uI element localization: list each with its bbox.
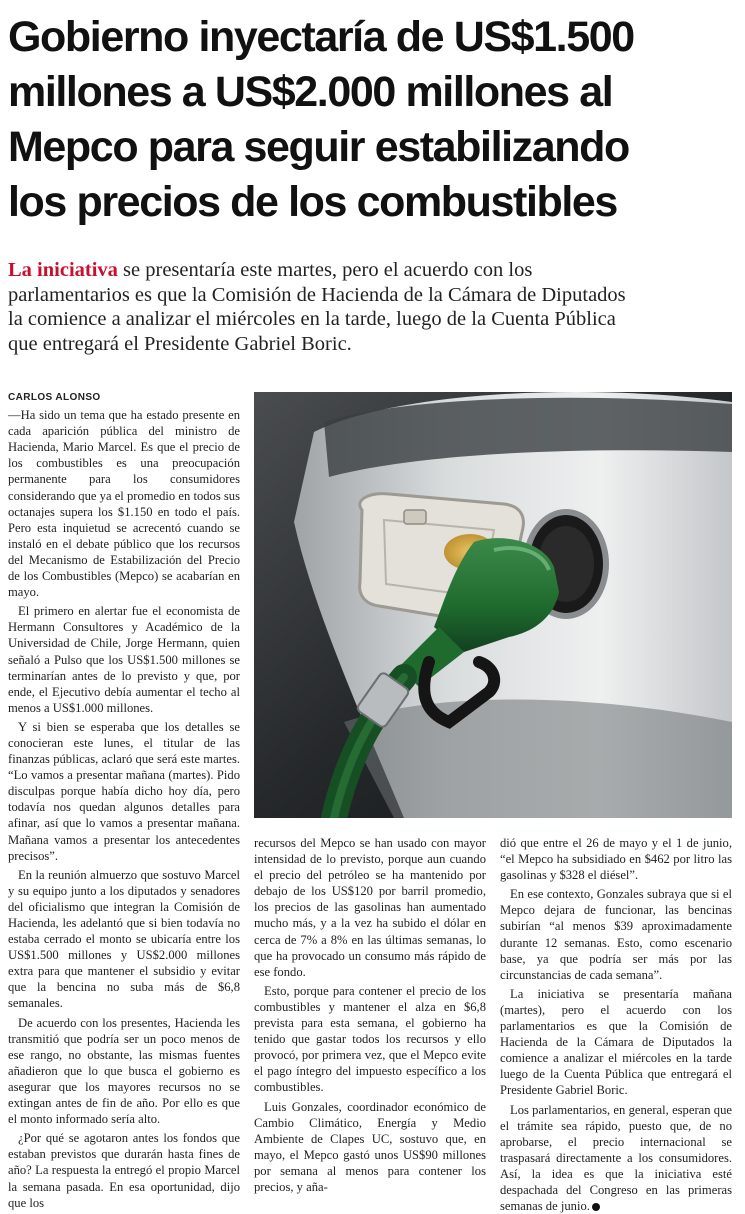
body-paragraph: ¿Por qué se agotaron antes los fondos que estaban previstos que durarán hasta fines de año? La respuesta la entregó el propio Marcel la semana pasada. En esa oportunidad, dijo que los bbox=[8, 1130, 240, 1210]
body-paragraph: Esto, porque para contener el precio de los combustibles y mantener el alza en $6,8 prevista para esta semana, el gobierno ha tenido que gastar todos los recursos y ello provocó, por primera vez, que el Mepco evite el pago íntegro del impuesto específico a los combustibles. bbox=[254, 983, 486, 1096]
byline: CARLOS ALONSO bbox=[8, 390, 240, 406]
body-paragraph: En la reunión almuerzo que sostuvo Marcel y su equipo junto a los diputados y senadores del oficialismo que integran la Comisión de Hacienda, les adelantó que si bien todavía no estaba cerrado el monto se ubicaría entre los US$1.500 millones y US$2.000 millones extra para que mantener el subsidio y evitar que la bencina no suba más de $6,8 semanales. bbox=[8, 867, 240, 1012]
article-column-3 bbox=[500, 835, 732, 1214]
body-paragraph: De acuerdo con los presentes, Hacienda les transmitió que podría ser un poco menos de ese rango, no obstante, las mismas fuentes añadieron que lo que busca el gobierno es asegurar que los mayores recursos no se extingan antes de fin de año. Por ello es que el monto informado sería alto. bbox=[8, 1015, 240, 1128]
headline-line: Mepco para seguir estabilizando bbox=[8, 120, 738, 175]
body-paragraph bbox=[500, 1102, 732, 1214]
body-paragraph: La iniciativa se presentaría mañana (martes), pero el acuerdo con los parlamentarios es que la Comisión de Hacienda de la Cámara de Diputados la comience a analizar el miércoles en la tarde luego de la Cuenta Pública que entregará el Presidente Gabriel Boric. bbox=[500, 986, 732, 1099]
article-photo-fuel-pump bbox=[254, 392, 732, 818]
body-paragraph: Luis Gonzales, coordinador económico de Cambio Climático, Energía y Medio Ambiente de Clapes UC, sostuvo que, en mayo, el Mepco gastó unos US$90 millones por semana al menos para contener los precios, y aña- bbox=[254, 1099, 486, 1196]
lead-line bbox=[8, 258, 736, 283]
lead-paragraph bbox=[8, 258, 736, 356]
article-column-1 bbox=[8, 390, 240, 1211]
body-paragraph: dió que entre el 26 de mayo y el 1 de junio, “el Mepco ha subsidiado en $462 por litro las gasolinas y $328 el diésel”. bbox=[500, 835, 732, 883]
body-paragraph: En ese contexto, Gonzales subraya que si el Mepco dejara de funcionar, las bencinas subirían “al menos $39 aproximadamente durante 12 semanas. Esto, como escenario base, ya que podría ser más por las circunstancias de cada semana”. bbox=[500, 886, 732, 983]
body-paragraph: El primero en alertar fue el economista de Hermann Consultores y Académico de la Universidad de Chile, Jorge Hermann, quien señaló a Pulso que los US$1.500 millones se terminarían antes de lo previsto y que, por ende, el Ejecutivo debía aumentar el techo al menos a US$1.000 millones. bbox=[8, 603, 240, 716]
body-paragraph: —Ha sido un tema que ha estado presente en cada aparición pública del ministro de Hacienda, Mario Marcel. Es que el precio de los combustibles es una preocupación permanente para los consumidores considerando que ya el promedio en todos sus octanajes supera los $1.150 en todo el país. Pero esta inquietud se acrecentó cuando se instaló en el debate público que los recursos del Mecanismo de Estabilización del Precio de los Combustibles (Mepco) se acabarían en mayo. bbox=[8, 407, 240, 600]
body-paragraph-text: Los parlamentarios, en general, esperan que el trámite sea rápido, puesto que, de no aprobarse, el precio internacional se traspasará directamente a los consumidores. Así, la idea es que la iniciativa esté despachada del Congreso en las primeras semanas de junio. bbox=[500, 1103, 732, 1214]
headline bbox=[8, 10, 738, 230]
lead-line: que entregará el Presidente Gabriel Boric. bbox=[8, 332, 736, 357]
lead-kicker: La iniciativa bbox=[8, 259, 118, 281]
headline-line: millones a US$2.000 millones al bbox=[8, 65, 738, 120]
body-paragraph: recursos del Mepco se han usado con mayor intensidad de lo previsto, porque aun cuando el precio del petróleo se ha mantenido por debajo de los US$120 por barril promedio, los precios de las gasolinas han aumentado mucho más, y a la vez ha subido el dólar en cerca de 7% a 8% en las últimas semanas, lo que ha provocado un consumo más rápido de ese fondo. bbox=[254, 835, 486, 980]
end-of-article-icon bbox=[592, 1203, 600, 1211]
lead-line: parlamentarios es que la Comisión de Hacienda de la Cámara de Diputados bbox=[8, 283, 736, 308]
lead-line: la comience a analizar el miércoles en la tarde, luego de la Cuenta Pública bbox=[8, 307, 736, 332]
fuel-pump-illustration bbox=[254, 392, 732, 818]
body-paragraph: Y si bien se esperaba que los detalles se conocieran este lunes, el titular de las finanzas públicas, aclaró que será este martes. “Lo vamos a presentar mañana (martes). Pido disculpas porque había dicho hoy día, pero todavía nos quedan algunos detalles para afinar, así que lo vamos a presentar mañana. Mañana vamos a presentar los antecedentes precisos”. bbox=[8, 719, 240, 864]
lead-text: se presentaría este martes, pero el acuerdo con los bbox=[118, 259, 532, 281]
headline-line: Gobierno inyectaría de US$1.500 bbox=[8, 10, 738, 65]
headline-line: los precios de los combustibles bbox=[8, 175, 738, 230]
article-column-2 bbox=[254, 835, 486, 1195]
